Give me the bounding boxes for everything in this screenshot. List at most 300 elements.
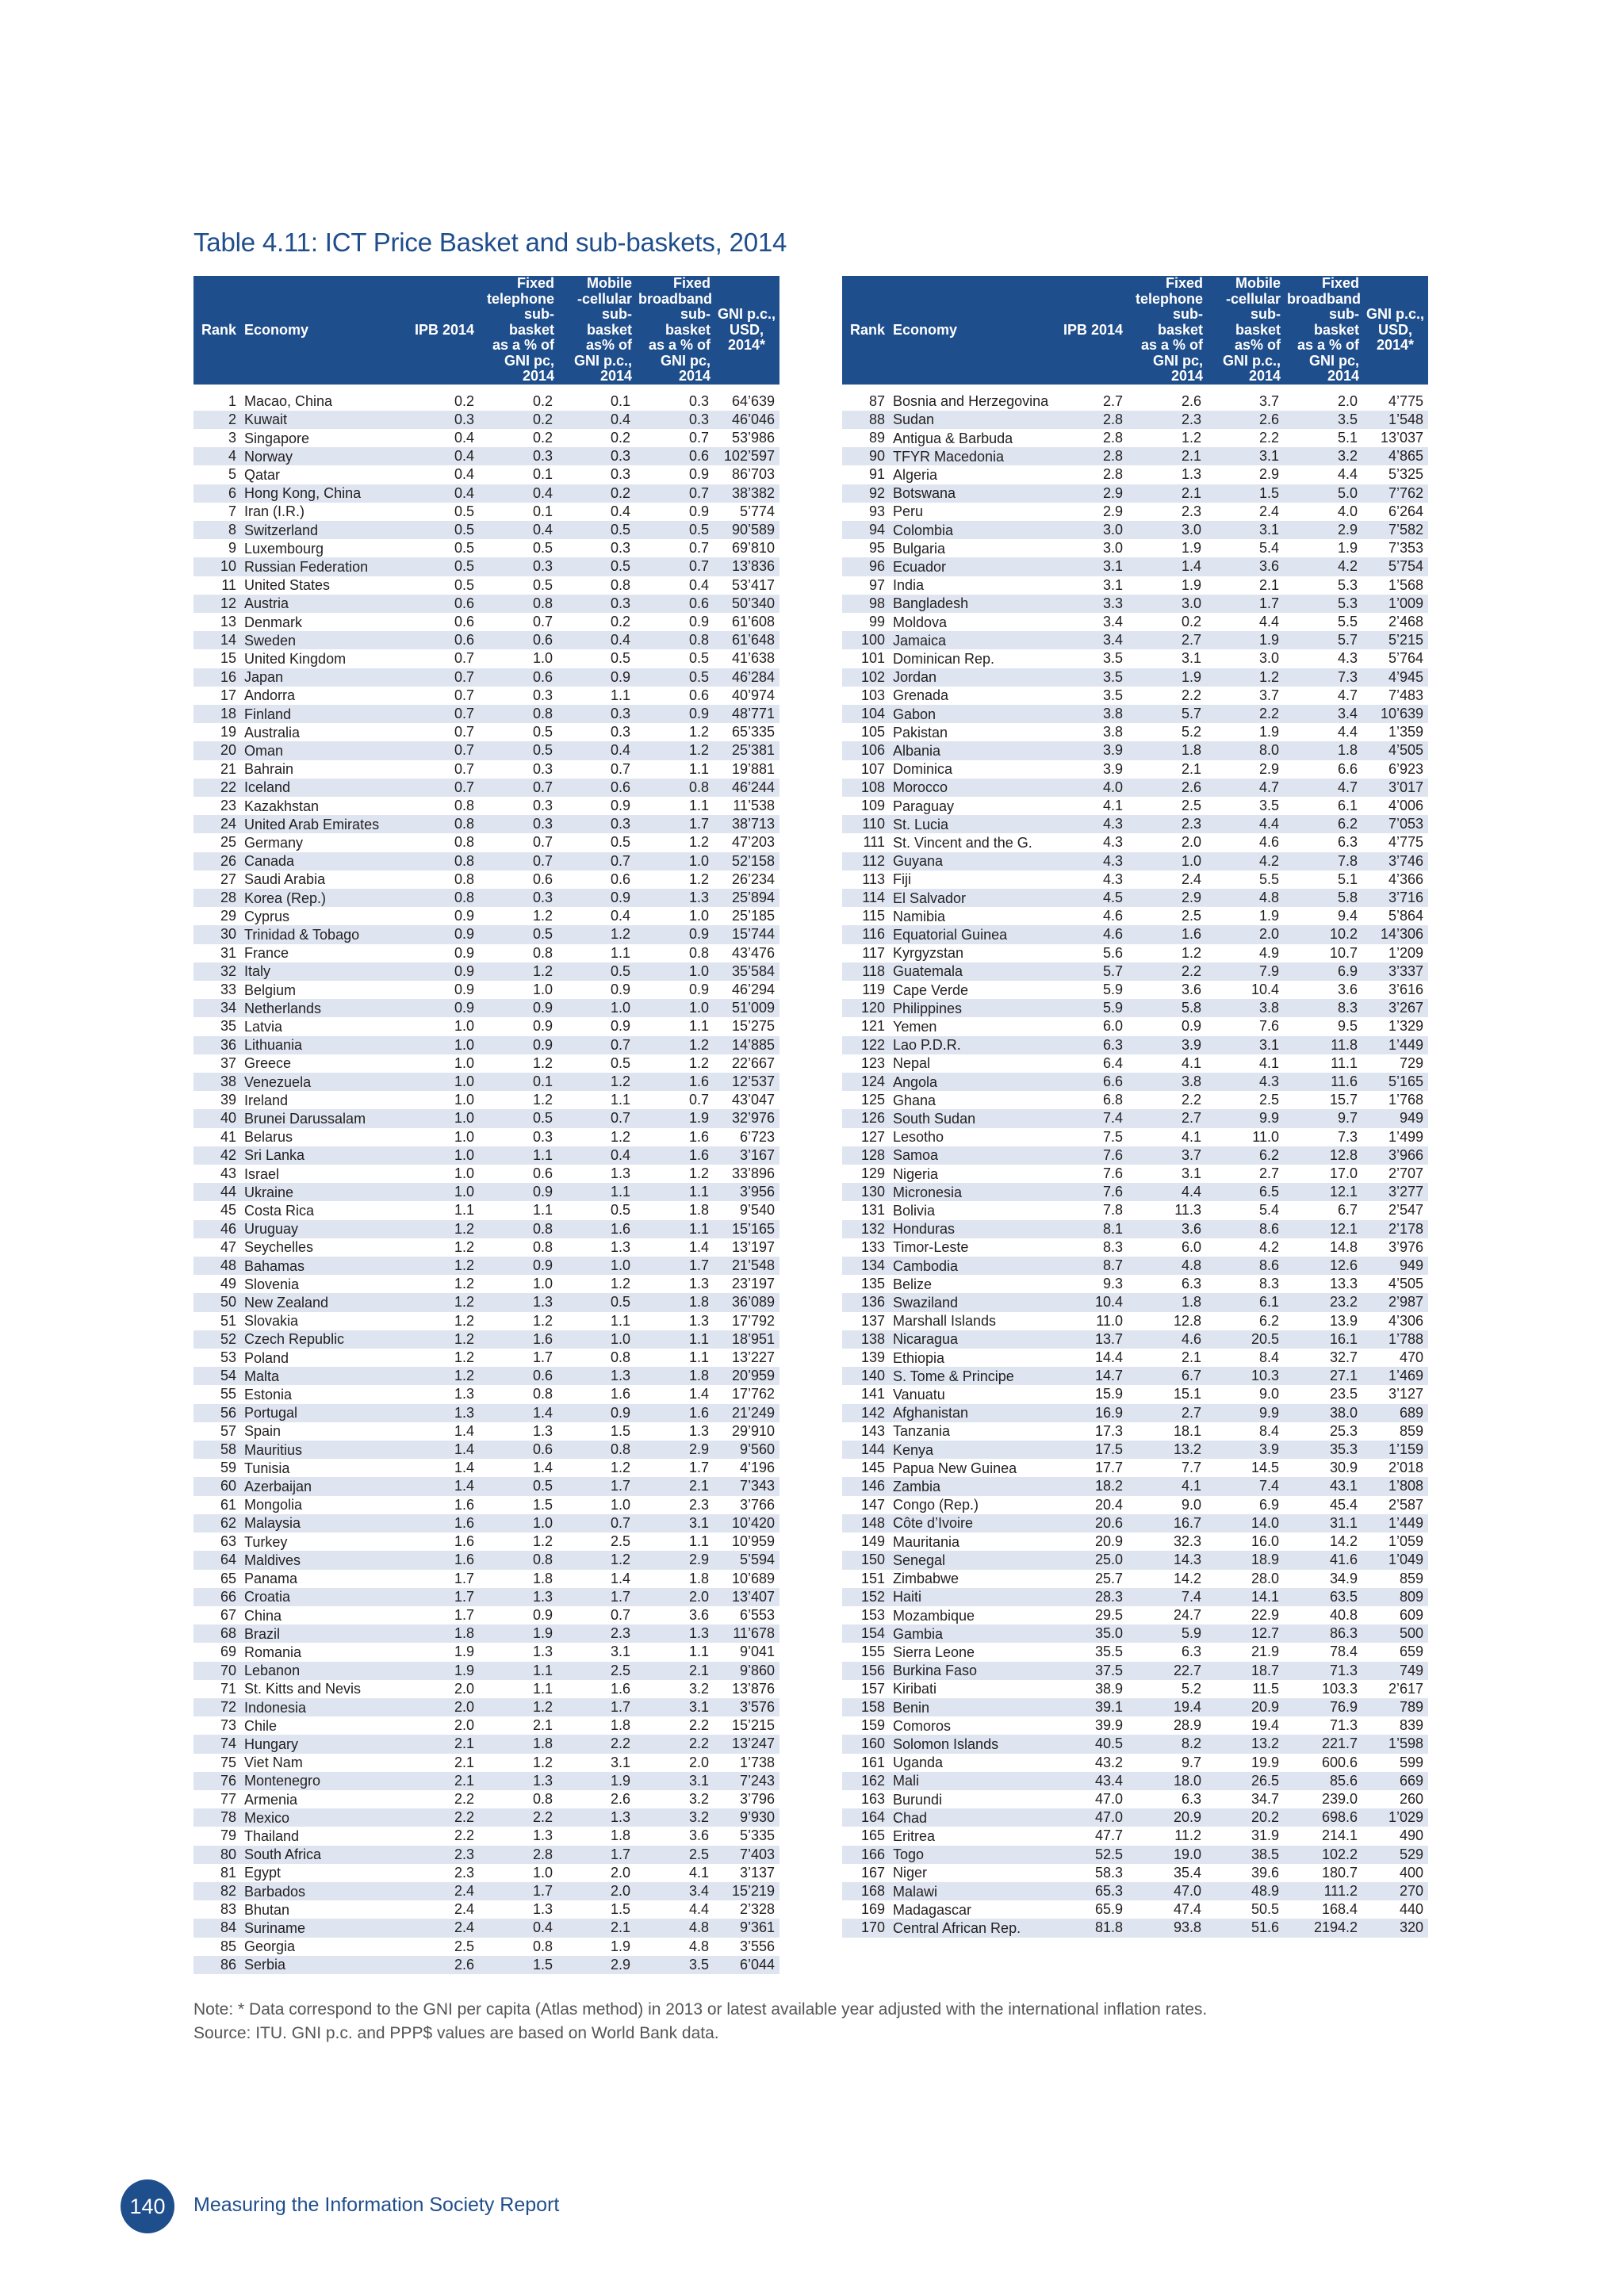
cell-mobile-cellular: 0.7 xyxy=(557,1036,635,1054)
table-row xyxy=(193,1606,779,1624)
cell-mobile-cellular: 1.3 xyxy=(557,1367,635,1385)
cell-mobile-cellular: 39.6 xyxy=(1251,1864,1279,1881)
table-row xyxy=(842,871,1428,889)
cell-fixed-telephone: 1.1 xyxy=(532,1202,553,1219)
cell-fixed-broadband: 25.3 xyxy=(1329,1422,1358,1439)
cell-rank: 46 xyxy=(193,1220,239,1238)
cell-mobile-cellular: 0.4 xyxy=(557,741,635,760)
cell-ipb: 1.0 xyxy=(409,1109,479,1127)
cell-economy: Burkina Faso xyxy=(888,1662,1058,1680)
cell-economy: Uruguay xyxy=(239,1220,409,1238)
cell-economy: Jordan xyxy=(888,668,1058,687)
cell-ipb: 0.8 xyxy=(454,797,474,813)
cell-rank: 163 xyxy=(860,1790,885,1807)
cell-rank: 72 xyxy=(193,1698,239,1716)
table-row xyxy=(842,1257,1428,1275)
cell-fixed-telephone: 0.9 xyxy=(532,1606,553,1623)
table-row xyxy=(842,705,1428,723)
cell-gni: 5’864 xyxy=(1388,908,1423,924)
cell-economy: Swaziland xyxy=(888,1293,1058,1311)
cell-fixed-broadband: 1.0 xyxy=(635,852,714,871)
cell-mobile-cellular: 2.7 xyxy=(1258,1165,1279,1182)
cell-rank: 31 xyxy=(220,944,236,961)
cell-fixed-broadband: 180.7 xyxy=(1321,1864,1358,1881)
table-row xyxy=(193,465,779,484)
cell-economy: Marshall Islands xyxy=(893,1313,997,1330)
cell-economy: St. Vincent and the G. xyxy=(893,834,1032,851)
cell-fixed-telephone: 2.2 xyxy=(1181,687,1201,703)
cell-mobile-cellular: 2.4 xyxy=(1258,503,1279,519)
cell-fixed-telephone: 13.2 xyxy=(1128,1441,1206,1459)
cell-fixed-broadband: 4.7 xyxy=(1337,687,1358,703)
cell-rank: 93 xyxy=(868,503,885,519)
table-row xyxy=(193,484,779,503)
cell-mobile-cellular: 1.1 xyxy=(610,944,630,961)
cell-fixed-broadband: 0.8 xyxy=(688,944,709,961)
cell-fixed-telephone: 1.3 xyxy=(1181,466,1201,483)
cell-rank: 11 xyxy=(221,576,236,593)
cell-fixed-broadband: 4.8 xyxy=(635,1919,714,1937)
cell-rank: 139 xyxy=(860,1349,885,1366)
cell-rank: 6 xyxy=(193,484,239,503)
cell-mobile-cellular: 8.4 xyxy=(1258,1349,1279,1366)
table-row xyxy=(842,503,1428,521)
table-row xyxy=(193,1238,779,1257)
cell-mobile-cellular: 3.7 xyxy=(1258,392,1279,409)
cell-rank: 64 xyxy=(193,1551,239,1569)
table-row xyxy=(842,1735,1428,1753)
header-ipb: IPB 2014 xyxy=(409,276,479,385)
cell-economy: Macao, China xyxy=(244,393,333,410)
cell-rank: 53 xyxy=(220,1349,236,1366)
table-row xyxy=(842,595,1428,613)
table-row xyxy=(842,1312,1428,1330)
table-row xyxy=(193,741,779,760)
header-economy: Economy xyxy=(888,276,1058,385)
cell-gni: 500 xyxy=(1362,1624,1428,1643)
cell-fixed-broadband: 4.7 xyxy=(1284,779,1362,797)
table-row xyxy=(842,1422,1428,1441)
table-row xyxy=(193,1643,779,1661)
cell-ipb: 3.5 xyxy=(1058,668,1128,687)
cell-economy: Samoa xyxy=(888,1146,1058,1165)
table-row xyxy=(842,1846,1428,1864)
cell-fixed-telephone: 0.3 xyxy=(532,687,553,703)
cell-gni: 1’738 xyxy=(739,1754,775,1770)
cell-fixed-telephone: 4.1 xyxy=(1181,1128,1201,1145)
cell-fixed-broadband: 23.5 xyxy=(1329,1386,1358,1402)
cell-fixed-broadband: 12.1 xyxy=(1284,1183,1362,1201)
cell-gni: 26’234 xyxy=(731,871,775,887)
cell-fixed-telephone: 6.7 xyxy=(1128,1367,1206,1385)
cell-fixed-telephone: 2.7 xyxy=(1128,1109,1206,1127)
cell-ipb: 3.0 xyxy=(1058,521,1128,539)
cell-ipb: 1.1 xyxy=(454,1202,474,1219)
cell-rank: 131 xyxy=(860,1202,885,1219)
cell-gni: 2’178 xyxy=(1362,1220,1428,1238)
cell-rank: 96 xyxy=(842,557,888,576)
table-row xyxy=(842,852,1428,871)
cell-rank: 36 xyxy=(193,1036,239,1054)
cell-rank: 49 xyxy=(220,1276,236,1292)
cell-fixed-telephone: 0.7 xyxy=(479,779,557,797)
cell-fixed-telephone: 1.8 xyxy=(1128,1293,1206,1311)
table-row xyxy=(842,1716,1428,1735)
cell-ipb: 2.9 xyxy=(1102,503,1123,519)
table-row xyxy=(842,465,1428,484)
cell-rank: 160 xyxy=(842,1735,888,1753)
cell-rank: 1 xyxy=(228,392,236,409)
report-title: Measuring the Information Society Report xyxy=(193,2194,560,2216)
cell-rank: 34 xyxy=(193,999,239,1017)
cell-gni: 46’284 xyxy=(714,668,779,687)
cell-fixed-telephone: 2.5 xyxy=(1181,797,1201,813)
cell-rank: 122 xyxy=(842,1036,888,1054)
table-row xyxy=(842,1109,1428,1127)
cell-mobile-cellular: 8.6 xyxy=(1206,1220,1284,1238)
table-row xyxy=(193,595,779,613)
cell-mobile-cellular: 0.3 xyxy=(557,815,635,833)
cell-ipb: 47.0 xyxy=(1094,1790,1123,1807)
cell-ipb: 2.5 xyxy=(454,1938,474,1954)
cell-fixed-telephone: 16.7 xyxy=(1128,1514,1206,1533)
table-row xyxy=(842,1275,1428,1293)
cell-mobile-cellular: 12.7 xyxy=(1206,1624,1284,1643)
cell-mobile-cellular: 4.4 xyxy=(1258,613,1279,629)
cell-mobile-cellular: 0.9 xyxy=(610,982,630,997)
cell-rank: 59 xyxy=(220,1460,236,1476)
cell-ipb: 1.2 xyxy=(409,1257,479,1275)
cell-mobile-cellular: 6.9 xyxy=(1258,1496,1279,1513)
cell-fixed-broadband: 3.1 xyxy=(635,1772,714,1790)
cell-fixed-broadband: 27.1 xyxy=(1284,1367,1362,1385)
cell-fixed-telephone: 2.6 xyxy=(1181,392,1201,409)
cell-rank: 118 xyxy=(842,962,888,981)
cell-fixed-broadband: 2.5 xyxy=(635,1846,714,1864)
cell-economy: Ecuador xyxy=(888,557,1058,576)
cell-fixed-telephone: 0.5 xyxy=(532,540,553,557)
table-row xyxy=(193,1754,779,1772)
cell-gni: 102’597 xyxy=(714,447,779,465)
cell-gni: 11’538 xyxy=(733,797,775,813)
cell-fixed-broadband: 3.4 xyxy=(635,1882,714,1900)
cell-rank: 70 xyxy=(193,1662,239,1680)
cell-mobile-cellular: 1.7 xyxy=(557,1588,635,1606)
cell-economy: Sierra Leone xyxy=(893,1644,975,1660)
cell-mobile-cellular: 0.5 xyxy=(557,521,635,539)
cell-fixed-broadband: 2.0 xyxy=(635,1588,714,1606)
cell-mobile-cellular: 4.2 xyxy=(1258,1238,1279,1255)
cell-ipb: 18.2 xyxy=(1058,1477,1128,1495)
cell-rank: 24 xyxy=(193,815,239,833)
cell-economy: Mauritius xyxy=(239,1441,409,1459)
cell-fixed-telephone: 1.0 xyxy=(532,1864,553,1881)
table-row xyxy=(193,613,779,631)
header-fixed-broadband: Fixed broadband sub-basket as a % of GNI pc, 2014 xyxy=(1284,276,1362,385)
cell-economy: Mauritania xyxy=(893,1533,960,1550)
header-fixed-broadband: Fixed broadband sub-basket as a % of GNI pc, 2014 xyxy=(635,276,714,385)
cell-rank: 165 xyxy=(860,1827,885,1844)
cell-rank: 69 xyxy=(220,1644,236,1660)
table-row xyxy=(193,1570,779,1588)
cell-fixed-telephone: 0.8 xyxy=(532,1790,553,1807)
cell-fixed-broadband: 1.3 xyxy=(635,1624,714,1643)
cell-economy: Papua New Guinea xyxy=(893,1460,1017,1476)
cell-gni: 3’976 xyxy=(1388,1238,1423,1255)
cell-mobile-cellular: 1.6 xyxy=(610,1386,630,1402)
cell-gni: 65’335 xyxy=(731,724,775,740)
cell-fixed-telephone: 0.5 xyxy=(479,1109,557,1127)
cell-gni: 4’775 xyxy=(1388,834,1423,851)
cell-ipb: 1.7 xyxy=(409,1588,479,1606)
cell-ipb: 0.5 xyxy=(454,540,474,557)
cell-economy: Côte d’Ivoire xyxy=(888,1514,1058,1533)
cell-ipb: 17.7 xyxy=(1094,1460,1123,1476)
cell-gni: 4’505 xyxy=(1388,1276,1423,1292)
cell-economy: Fiji xyxy=(893,871,911,888)
cell-fixed-broadband: 1.1 xyxy=(688,797,709,813)
cell-economy: Ireland xyxy=(244,1092,289,1108)
cell-fixed-telephone: 1.4 xyxy=(479,1404,557,1422)
cell-ipb: 7.5 xyxy=(1102,1128,1123,1145)
table-row xyxy=(193,392,779,411)
cell-gni: 53’986 xyxy=(731,429,775,446)
cell-rank: 152 xyxy=(842,1588,888,1606)
cell-mobile-cellular: 7.6 xyxy=(1258,1018,1279,1035)
cell-fixed-broadband: 3.2 xyxy=(1284,447,1362,465)
cell-fixed-broadband: 35.3 xyxy=(1284,1441,1362,1459)
cell-mobile-cellular: 2.2 xyxy=(557,1735,635,1753)
source-line: Source: ITU. GNI p.c. and PPP$ values are based on World Bank data. xyxy=(193,2024,719,2042)
cell-rank: 116 xyxy=(842,925,888,943)
cell-fixed-telephone: 19.4 xyxy=(1128,1698,1206,1716)
cell-rank: 117 xyxy=(862,944,885,961)
table-row xyxy=(842,1073,1428,1091)
table-row xyxy=(842,797,1428,815)
table-header-row xyxy=(842,276,1428,385)
cell-ipb: 1.7 xyxy=(454,1606,474,1623)
cell-economy: Lao P.D.R. xyxy=(888,1036,1058,1054)
table-row xyxy=(842,1570,1428,1588)
cell-rank: 29 xyxy=(220,908,236,924)
cell-ipb: 81.8 xyxy=(1058,1919,1128,1937)
cell-ipb: 6.6 xyxy=(1058,1073,1128,1091)
cell-economy: Guyana xyxy=(888,852,1058,871)
cell-mobile-cellular: 5.5 xyxy=(1258,871,1279,887)
cell-fixed-telephone: 0.3 xyxy=(532,797,553,813)
cell-economy: Botswana xyxy=(888,484,1058,503)
cell-economy: Bosnia and Herzegovina xyxy=(893,393,1049,410)
cell-ipb: 0.6 xyxy=(409,595,479,613)
cell-fixed-telephone: 1.7 xyxy=(479,1882,557,1900)
cell-fixed-broadband: 14.8 xyxy=(1329,1238,1358,1255)
cell-mobile-cellular: 1.9 xyxy=(1258,724,1279,740)
cell-economy: Antigua & Barbuda xyxy=(893,430,1013,446)
cell-economy: Brazil xyxy=(239,1624,409,1643)
cell-gni: 2’587 xyxy=(1388,1496,1423,1513)
cell-fixed-telephone: 9.7 xyxy=(1181,1754,1201,1770)
cell-gni: 22’667 xyxy=(731,1054,775,1071)
cell-mobile-cellular: 14.1 xyxy=(1206,1588,1284,1606)
table-row xyxy=(193,1662,779,1680)
cell-gni: 15’215 xyxy=(731,1717,775,1734)
cell-gni: 9’540 xyxy=(739,1202,775,1219)
cell-gni: 5’594 xyxy=(714,1551,779,1569)
cell-fixed-telephone: 5.2 xyxy=(1181,724,1201,740)
cell-economy: Kuwait xyxy=(239,411,409,429)
cell-fixed-telephone: 0.8 xyxy=(479,595,557,613)
cell-ipb: 2.8 xyxy=(1058,447,1128,465)
cell-ipb: 0.9 xyxy=(454,908,474,924)
cell-rank: 94 xyxy=(842,521,888,539)
cell-ipb: 1.4 xyxy=(454,1422,474,1439)
cell-gni: 7’353 xyxy=(1388,540,1423,557)
cell-rank: 85 xyxy=(220,1938,236,1954)
cell-mobile-cellular: 2.0 xyxy=(1206,925,1284,943)
table-row xyxy=(842,1385,1428,1403)
table-row xyxy=(193,1349,779,1367)
cell-mobile-cellular: 1.2 xyxy=(557,1551,635,1569)
table-row xyxy=(842,1533,1428,1551)
cell-fixed-broadband: 5.3 xyxy=(1337,576,1358,593)
cell-gni: 6’044 xyxy=(714,1956,779,1974)
cell-fixed-telephone: 0.5 xyxy=(532,724,553,740)
cell-ipb: 0.7 xyxy=(454,760,474,777)
cell-mobile-cellular: 1.7 xyxy=(1206,595,1284,613)
cell-gni: 949 xyxy=(1362,1109,1428,1127)
cell-mobile-cellular: 3.0 xyxy=(1258,650,1279,667)
cell-mobile-cellular: 0.4 xyxy=(610,503,630,519)
cell-fixed-telephone: 2.6 xyxy=(1128,779,1206,797)
cell-fixed-broadband: 1.0 xyxy=(635,999,714,1017)
cell-fixed-telephone: 1.2 xyxy=(532,1533,553,1550)
table-row xyxy=(842,1864,1428,1882)
cell-fixed-telephone: 11.2 xyxy=(1174,1827,1201,1844)
cell-gni: 4’006 xyxy=(1388,797,1423,813)
cell-gni: 1’329 xyxy=(1388,1018,1423,1035)
cell-fixed-broadband: 1.8 xyxy=(688,1202,709,1219)
header-gni: GNI p.c., USD, 2014* xyxy=(714,276,779,385)
table-row xyxy=(193,631,779,649)
cell-ipb: 14.4 xyxy=(1094,1349,1123,1366)
cell-rank: 132 xyxy=(842,1220,888,1238)
cell-ipb: 1.2 xyxy=(409,1330,479,1349)
cell-fixed-telephone: 1.2 xyxy=(1181,944,1201,961)
cell-fixed-telephone: 5.2 xyxy=(1181,1680,1201,1697)
cell-mobile-cellular: 1.0 xyxy=(557,1257,635,1275)
cell-economy: Greece xyxy=(244,1055,292,1072)
table-body-left xyxy=(193,392,779,1974)
table-row xyxy=(842,1698,1428,1716)
cell-fixed-broadband: 1.1 xyxy=(688,1533,709,1550)
cell-gni: 3’956 xyxy=(714,1183,779,1201)
table-row xyxy=(193,1956,779,1974)
table-row xyxy=(193,1036,779,1054)
cell-fixed-telephone: 11.3 xyxy=(1174,1202,1201,1219)
cell-rank: 4 xyxy=(193,447,239,465)
table-row xyxy=(193,1533,779,1551)
cell-gni: 90’589 xyxy=(714,521,779,539)
cell-fixed-broadband: 7.3 xyxy=(1337,1128,1358,1145)
cell-rank: 68 xyxy=(193,1624,239,1643)
cell-rank: 27 xyxy=(220,871,236,887)
cell-fixed-telephone: 0.9 xyxy=(479,1036,557,1054)
cell-rank: 134 xyxy=(842,1257,888,1275)
cell-economy: Netherlands xyxy=(239,999,409,1017)
cell-fixed-broadband: 1.0 xyxy=(688,908,709,924)
cell-economy: Sweden xyxy=(239,631,409,649)
cell-fixed-telephone: 0.8 xyxy=(532,944,553,961)
cell-economy: Malta xyxy=(239,1367,409,1385)
cell-ipb: 3.8 xyxy=(1058,705,1128,723)
cell-fixed-telephone: 1.0 xyxy=(532,982,553,997)
cell-fixed-broadband: 1.2 xyxy=(688,834,709,851)
cell-ipb: 5.9 xyxy=(1102,982,1123,997)
cell-fixed-broadband: 0.7 xyxy=(688,429,709,446)
cell-economy: Nepal xyxy=(893,1055,931,1072)
table-row xyxy=(842,1754,1428,1772)
cell-fixed-broadband: 4.1 xyxy=(688,1864,709,1881)
table-row xyxy=(193,1312,779,1330)
cell-fixed-telephone: 1.2 xyxy=(532,1092,553,1108)
cell-fixed-telephone: 2.8 xyxy=(479,1846,557,1864)
table-row xyxy=(193,1422,779,1441)
cell-gni: 38’382 xyxy=(714,484,779,503)
cell-gni: 1’449 xyxy=(1362,1514,1428,1533)
cell-fixed-broadband: 5.1 xyxy=(1337,871,1358,887)
cell-economy: Korea (Rep.) xyxy=(239,889,409,907)
cell-fixed-telephone: 1.9 xyxy=(1181,576,1201,593)
table-row xyxy=(193,871,779,889)
cell-rank: 18 xyxy=(193,705,239,723)
cell-fixed-telephone: 1.2 xyxy=(1181,429,1201,446)
table-row xyxy=(193,1477,779,1495)
cell-gni: 3’127 xyxy=(1388,1386,1423,1402)
table-row xyxy=(842,1036,1428,1054)
cell-mobile-cellular: 2.1 xyxy=(1258,576,1279,593)
table-row xyxy=(193,981,779,999)
cell-mobile-cellular: 1.1 xyxy=(610,687,630,703)
cell-mobile-cellular: 0.7 xyxy=(610,1606,630,1623)
cell-rank: 156 xyxy=(842,1662,888,1680)
cell-mobile-cellular: 3.1 xyxy=(610,1644,630,1660)
cell-economy: Norway xyxy=(239,447,409,465)
cell-mobile-cellular: 1.9 xyxy=(1206,631,1284,649)
cell-economy: Albania xyxy=(888,741,1058,760)
cell-gni: 809 xyxy=(1362,1588,1428,1606)
cell-fixed-broadband: 1.2 xyxy=(635,741,714,760)
price-basket-table-right xyxy=(842,276,1428,1938)
cell-rank: 146 xyxy=(842,1477,888,1495)
cell-fixed-telephone: 4.1 xyxy=(1128,1477,1206,1495)
cell-fixed-telephone: 2.2 xyxy=(1181,1092,1201,1108)
cell-economy: Timor-Leste xyxy=(893,1239,969,1256)
cell-economy: Singapore xyxy=(244,430,310,446)
table-row xyxy=(842,741,1428,760)
cell-mobile-cellular: 4.3 xyxy=(1206,1073,1284,1091)
cell-fixed-broadband: 4.0 xyxy=(1337,503,1358,519)
cell-mobile-cellular: 0.3 xyxy=(557,705,635,723)
cell-gni: 21’548 xyxy=(714,1257,779,1275)
cell-ipb: 3.4 xyxy=(1102,613,1123,629)
cell-fixed-broadband: 4.3 xyxy=(1337,650,1358,667)
cell-fixed-telephone: 1.1 xyxy=(479,1662,557,1680)
cell-gni: 2’707 xyxy=(1388,1165,1423,1182)
cell-ipb: 4.6 xyxy=(1102,908,1123,924)
cell-fixed-telephone: 0.5 xyxy=(479,741,557,760)
cell-ipb: 0.7 xyxy=(409,779,479,797)
cell-rank: 162 xyxy=(842,1772,888,1790)
